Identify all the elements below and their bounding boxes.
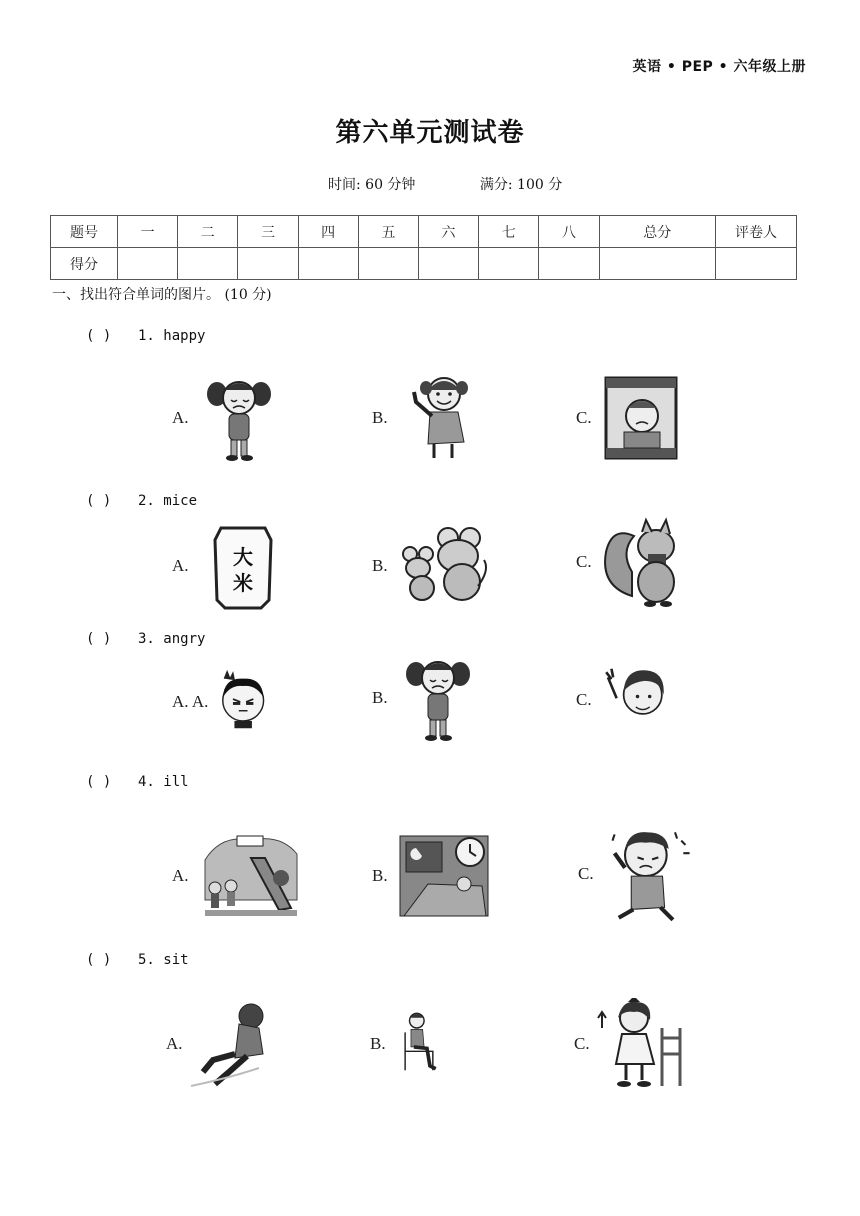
smiling-girl-pointing-icon <box>394 372 490 464</box>
score-cell[interactable] <box>238 248 298 280</box>
book-tag: 英语 • PEP • 六年级上册 <box>632 59 806 75</box>
header-cell: 二 <box>178 216 238 248</box>
angry-face-icon <box>214 656 284 748</box>
header-cell: 八 <box>539 216 599 248</box>
header-cell: 三 <box>238 216 298 248</box>
score-cell[interactable] <box>178 248 238 280</box>
score-cell[interactable] <box>479 248 539 280</box>
page-title: 第六单元测试卷 <box>335 118 525 148</box>
rice-bag-icon <box>195 520 291 612</box>
girl-standing-by-chair-icon <box>596 998 692 1090</box>
score-cell[interactable] <box>716 248 797 280</box>
time-limit: 时间: 60 分钟 <box>328 177 416 193</box>
question-1 <box>86 328 205 344</box>
boy-at-window-icon <box>598 372 694 464</box>
header-cell: 评卷人 <box>716 216 797 248</box>
option-label: A. <box>166 1034 183 1053</box>
sick-boy-icon <box>600 822 700 926</box>
score-cell[interactable] <box>539 248 599 280</box>
crying-girl-icon <box>195 372 291 464</box>
question-4 <box>86 774 189 790</box>
question-text: 2. mice <box>138 493 198 509</box>
answer-blank[interactable]: ( ) <box>86 328 112 344</box>
answer-blank[interactable]: ( ) <box>86 774 112 790</box>
header-cell: 总分 <box>599 216 716 248</box>
option-label: B. <box>372 408 388 427</box>
option-label: A. <box>172 556 189 575</box>
option-a[interactable] <box>172 830 303 922</box>
option-label: A. <box>172 408 189 427</box>
option-label: B. <box>370 1034 386 1053</box>
header-cell: 题号 <box>51 216 118 248</box>
option-b[interactable] <box>372 520 490 612</box>
answer-blank[interactable]: ( ) <box>86 493 112 509</box>
header-cell: 六 <box>418 216 478 248</box>
header-cell: 四 <box>298 216 358 248</box>
header-cell: 一 <box>118 216 178 248</box>
option-a[interactable] <box>172 372 291 464</box>
boy-sitting-on-chair-icon <box>392 1004 462 1084</box>
option-label: C. <box>574 1034 590 1053</box>
option-label: B. <box>372 556 388 575</box>
score-table-score-row <box>51 248 797 280</box>
question-2 <box>86 493 197 509</box>
option-label: C. <box>578 864 594 883</box>
question-text: 4. ill <box>138 774 189 790</box>
option-c[interactable] <box>576 516 694 608</box>
mice-icon <box>394 520 490 612</box>
option-a[interactable] <box>172 656 284 748</box>
question-5 <box>86 952 189 968</box>
option-label: A. <box>172 866 189 885</box>
score-cell[interactable] <box>418 248 478 280</box>
option-a[interactable] <box>166 998 285 1090</box>
waving-boy-icon <box>598 660 684 740</box>
lying-person-icon <box>189 998 285 1090</box>
full-marks: 满分: 100 分 <box>479 177 563 193</box>
squirrel-icon <box>598 516 694 608</box>
option-c[interactable] <box>578 822 700 926</box>
score-cell[interactable] <box>118 248 178 280</box>
header-cell: 五 <box>358 216 418 248</box>
bag-text: 大 <box>232 545 253 569</box>
option-label: C. <box>576 552 592 571</box>
option-label: C. <box>576 408 592 427</box>
bag-text: 米 <box>232 571 253 595</box>
option-label: B. <box>372 688 388 707</box>
option-label: B. <box>372 866 388 885</box>
header-cell: 七 <box>479 216 539 248</box>
option-b[interactable] <box>372 372 490 464</box>
score-cell[interactable] <box>599 248 716 280</box>
option-label: C. <box>576 690 592 709</box>
score-table <box>50 215 797 280</box>
playground-slide-icon <box>195 830 303 922</box>
answer-blank[interactable]: ( ) <box>86 631 112 647</box>
question-text: 1. happy <box>138 328 206 344</box>
option-c[interactable] <box>576 372 694 464</box>
score-table-header-row <box>51 216 797 248</box>
option-label: A. A. <box>172 692 209 711</box>
option-b[interactable] <box>370 1004 462 1084</box>
score-cell[interactable] <box>358 248 418 280</box>
question-3 <box>86 631 205 647</box>
score-cell[interactable] <box>298 248 358 280</box>
row-label: 得分 <box>51 248 118 280</box>
option-b[interactable] <box>372 830 498 922</box>
option-c[interactable] <box>576 660 684 740</box>
option-b[interactable] <box>372 652 490 744</box>
exam-meta <box>328 174 562 194</box>
sleeping-in-bed-icon <box>394 830 498 922</box>
section-title: 一、找出符合单词的图片。 (10 分) <box>52 287 272 303</box>
question-text: 5. sit <box>138 952 189 968</box>
question-text: 3. angry <box>138 631 206 647</box>
option-a[interactable] <box>172 520 291 612</box>
crying-girl-icon <box>394 652 490 744</box>
answer-blank[interactable]: ( ) <box>86 952 112 968</box>
option-c[interactable] <box>574 998 692 1090</box>
